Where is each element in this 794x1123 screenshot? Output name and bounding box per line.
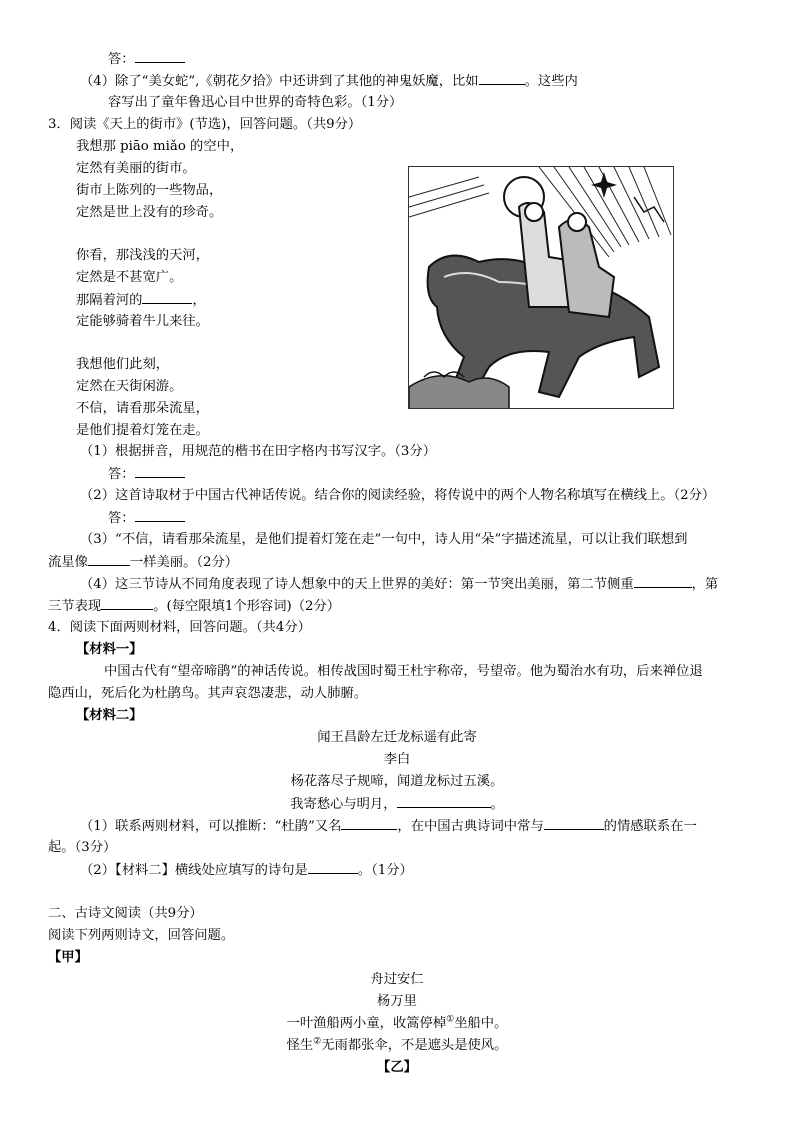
material-2-label: 【材料二】 [76,708,143,723]
answer-blank[interactable] [341,817,397,830]
answer-blank[interactable] [397,795,491,808]
footnote-marker: ① [446,1014,455,1025]
answer-line: 答： [108,465,185,484]
answer-blank[interactable] [634,575,692,588]
poem-line: 是他们提着灯笼在走。 [76,423,209,438]
question-3-3: （3）“不信，请看那朵流星，是他们提着灯笼在走”一句中，诗人用“朵”字描述流星，可以让我们联想到 [80,532,688,547]
answer-blank[interactable] [308,861,358,874]
poem-line: 一叶渔船两小童，收篙停棹①坐船中。 [286,1014,508,1031]
poem-line: 怪生②无雨都张伞，不是遮头是使风。 [286,1036,508,1053]
text-jia-label: 【甲】 [48,950,88,965]
answer-blank[interactable] [88,553,130,566]
poem-line: 你看，那浅浅的天河， [76,248,209,263]
question-3-2: （2）这首诗取材于中国古代神话传说。结合你的阅读经验，将传说中的两个人物名称填写在横线上。（2分） [80,488,716,503]
material-1-text: 中国古代有“望帝啼鹃”的神话传说。相传战国时蜀王杜宇称帝，号望帝。他为蜀治水有功，后来禅位退 [104,664,703,679]
poem-line: 我想他们此刻， [76,357,170,372]
section-3-heading: 3．阅读《天上的街市》(节选)，回答问题。（共9分） [48,117,362,132]
answer-blank[interactable] [135,465,185,478]
poem-line: 街市上陈列的一些物品， [76,183,223,198]
answer-blank[interactable] [135,509,185,522]
section-2-instruction: 阅读下列两则诗文，回答问题。 [48,928,235,943]
answer-blank[interactable] [544,817,604,830]
poem-line: 定然是不甚宽广。 [76,270,183,285]
poem-line: 定然在天街闲游。 [76,379,183,394]
poem-author: 李白 [383,752,411,767]
question-4-2: （2）【材料二】横线处应填写的诗句是 。（1分） [80,863,413,878]
answer-line-top: 答： [108,50,185,69]
poem-author: 杨万里 [377,994,417,1009]
answer-blank[interactable] [479,72,525,85]
question-4-line-cont: 容写出了童年鲁迅心目中世界的奇特色彩。（1分） [108,95,403,110]
poem-line: 定能够骑着牛儿来往。 [76,314,209,329]
poem-line: 定然有美丽的街市。 [76,161,196,176]
answer-blank[interactable] [135,50,185,63]
illustration-svg [409,167,674,409]
section-4-heading: 4．阅读下面两则材料，回答问题。（共4分） [48,620,311,635]
question-4-1: （1）联系两则材料，可以推断：“杜鹃”又名 ，在中国古典诗词中常与 的情感联系在一 [80,819,697,834]
answer-blank[interactable] [101,597,153,610]
poem-line: 不信，请看那朵流星， [76,401,209,416]
poem-line: 杨花落尽子规啼，闻道龙标过五溪。 [290,774,504,789]
cowherd-weaver-illustration [408,166,674,409]
question-3-4: （4）这三节诗从不同角度表现了诗人想象中的天上世界的美好：第一节突出美丽，第二节侧重 ，第 [80,577,719,592]
question-4-1-cont: 起。（3分） [48,840,117,855]
footnote-marker: ② [313,1036,322,1047]
poem-line: 那隔着河的 ， [76,293,206,308]
material-1-label: 【材料一】 [76,642,143,657]
poem-title: 舟过安仁 [370,972,424,987]
text-yi-label: 【乙】 [377,1060,417,1075]
question-3-4-cont: 三节表现 。(每空限填1个形容词)（2分） [48,599,341,614]
question-3-1: （1）根据拼音，用规范的楷书在田字格内书写汉字。（3分） [80,444,436,459]
question-4-line: （4）除了“美女蛇”,《朝花夕拾》中还讲到了其他的神鬼妖魔，比如 。这些内 [80,74,578,89]
poem-line: 我想那 piāo miǎo 的空中， [76,139,244,154]
material-1-text-cont: 隐西山，死后化为杜鹃鸟。其声哀怨凄悲，动人肺腑。 [48,686,368,701]
section-2-heading: 二、古诗文阅读（共9分） [48,906,203,921]
poem-line: 定然是世上没有的珍奇。 [76,205,223,220]
question-3-3-cont: 流星像 一样美丽。（2分） [48,555,239,570]
poem-blank[interactable] [142,291,192,304]
poem-title: 闻王昌龄左迁龙标遥有此寄 [317,730,477,745]
answer-line: 答： [108,509,185,528]
poem-line: 我寄愁心与明月， 。 [290,797,504,812]
